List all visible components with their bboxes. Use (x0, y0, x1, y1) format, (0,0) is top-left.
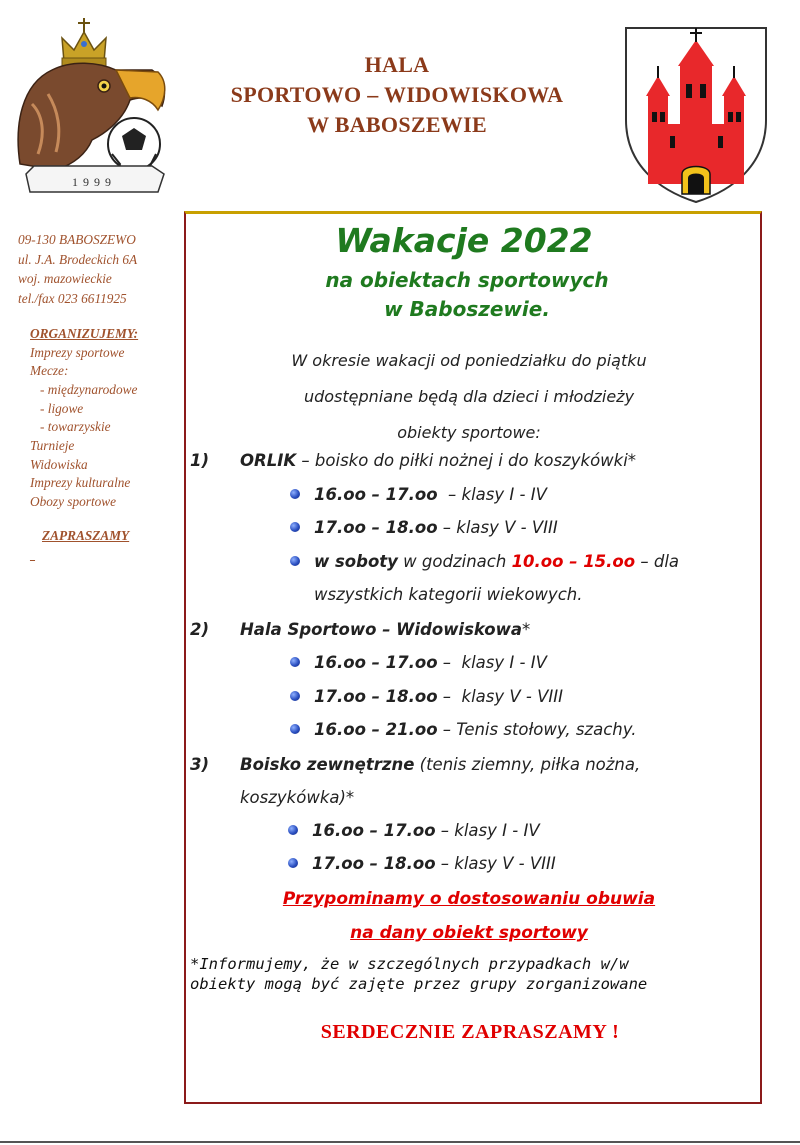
list-item: Imprezy kulturalne (30, 475, 131, 491)
invite-label: ZAPRASZAMY (42, 527, 130, 543)
section-name: ORLIK (240, 451, 297, 470)
intro-line-2: udostępniane będą dla dzieci i młodzieży (303, 387, 635, 406)
subtitle-line-1: na obiektach sportowych (325, 268, 609, 292)
schedule-text: – dla (635, 552, 680, 571)
organize-list (30, 344, 178, 512)
bullet-icon (290, 724, 300, 734)
announcement-subtitle (184, 266, 750, 324)
schedule-text: – klasy V - VIII (435, 854, 556, 873)
address-line: 09-130 BABOSZEWO (18, 232, 136, 247)
schedule-item (314, 646, 774, 679)
schedule-time: 16.oo – 17.oo (314, 485, 438, 504)
schedule-text: – klasy I - IV (435, 821, 540, 840)
section-desc: (tenis ziemny, piłka nożna, (414, 755, 641, 774)
section-name: Hala Sportowo – Widowiskowa (240, 620, 523, 639)
section-number: 3) (190, 755, 210, 774)
schedule-text: – klasy I - IV (437, 653, 547, 672)
club-logo (12, 14, 172, 196)
schedule-mid: w godzinach (397, 552, 512, 571)
schedule-item (314, 478, 774, 511)
bullet-icon (290, 691, 300, 701)
section-name: Boisko zewnętrzne (240, 755, 415, 774)
reminder-line-2: na dany obiekt sportowy (350, 923, 588, 943)
reminder-line-1: Przypominamy o dostosowaniu obuwia (282, 889, 656, 909)
bullet-icon (290, 489, 300, 499)
intro-line-1: W okresie wakacji od poniedziałku do piątku (291, 351, 647, 370)
schedule-text: – Tenis stołowy, szachy. (437, 720, 637, 739)
schedule-time: 17.oo – 18.oo (312, 854, 436, 873)
schedule-time: 17.oo – 18.oo (314, 518, 438, 537)
schedule-item (314, 713, 774, 746)
section-boisko (190, 748, 750, 781)
bullet-icon (288, 825, 298, 835)
organize-heading: ORGANIZUJEMY: (30, 326, 139, 341)
schedule-text: – klasy V - VIII (437, 687, 564, 706)
crown-icon (62, 18, 106, 66)
section-desc-continued: koszykówka)* (240, 788, 355, 807)
schedule-item-continued: wszystkich kategorii wiekowych. (314, 585, 583, 604)
tiny-mark: _ (30, 551, 35, 563)
intro-line-3: obiekty sportowe: (397, 423, 541, 442)
section-number: 2) (190, 620, 210, 639)
schedule-text: – klasy I - IV (437, 485, 547, 504)
schedule-item (312, 814, 772, 847)
section-desc: – boisko do piłki nożnej i do koszykówki* (296, 451, 637, 470)
address-line: woj. mazowieckie (18, 271, 112, 286)
ribbon-banner (26, 166, 164, 192)
bottom-divider (0, 1141, 800, 1143)
schedule-time: 16.oo – 17.oo (314, 653, 438, 672)
address-block (18, 230, 178, 308)
ball-icon (108, 118, 160, 170)
town-coat-of-arms (622, 24, 770, 204)
page-title (180, 50, 614, 140)
info-note (190, 954, 750, 994)
list-item: Obozy sportowe (30, 494, 117, 510)
schedule-time: 16.oo – 21.oo (314, 720, 438, 739)
bullet-icon (290, 556, 300, 566)
address-line: tel./fax 023 6611925 (18, 290, 127, 306)
sidebar (18, 230, 178, 567)
section-orlik (190, 444, 750, 477)
list-item: Widowiska (30, 456, 88, 472)
closing-invitation: SERDECZNIE ZAPRASZAMY ! (320, 1021, 620, 1043)
intro-text (184, 343, 754, 451)
bullet-icon (290, 522, 300, 532)
list-item: - międzynarodowe (40, 381, 138, 397)
schedule-item (314, 511, 774, 544)
info-line-1: *Informujemy, że w szczególnych przypadkach w/w (190, 955, 629, 973)
subtitle-line-2: w Baboszewie. (384, 297, 550, 321)
schedule-item (314, 545, 774, 578)
bullet-icon (288, 858, 298, 868)
list-item: - towarzyskie (40, 419, 111, 435)
title-line-1: HALA (364, 52, 430, 77)
schedule-red-time: 10.oo – 15.oo (511, 552, 636, 571)
list-item: Imprezy sportowe (30, 344, 125, 360)
section-desc: * (522, 620, 531, 639)
info-line-2: obiekty mogą być zajęte przez grupy zorganizowane (190, 975, 648, 993)
schedule-item (312, 847, 772, 880)
address-line: ul. J.A. Brodeckich 6A (18, 251, 138, 267)
list-item: Mecze: (30, 363, 69, 379)
logo-year: 1999 (72, 175, 116, 189)
bullet-icon (290, 657, 300, 667)
schedule-text: – klasy V - VIII (437, 518, 558, 537)
schedule-time: 16.oo – 17.oo (312, 821, 436, 840)
list-item: - ligowe (40, 400, 84, 416)
schedule-item (314, 680, 774, 713)
title-line-2: SPORTOWO – WIDOWISKOWA (230, 82, 564, 107)
schedule-time: 17.oo – 18.oo (314, 687, 438, 706)
list-item: Turnieje (30, 438, 75, 454)
section-hala (190, 613, 750, 646)
title-line-3: W BABOSZEWIE (307, 112, 487, 137)
schedule-time: w soboty (314, 552, 398, 571)
announcement-title: Wakacje 2022 (335, 221, 593, 260)
section-number: 1) (190, 451, 210, 470)
